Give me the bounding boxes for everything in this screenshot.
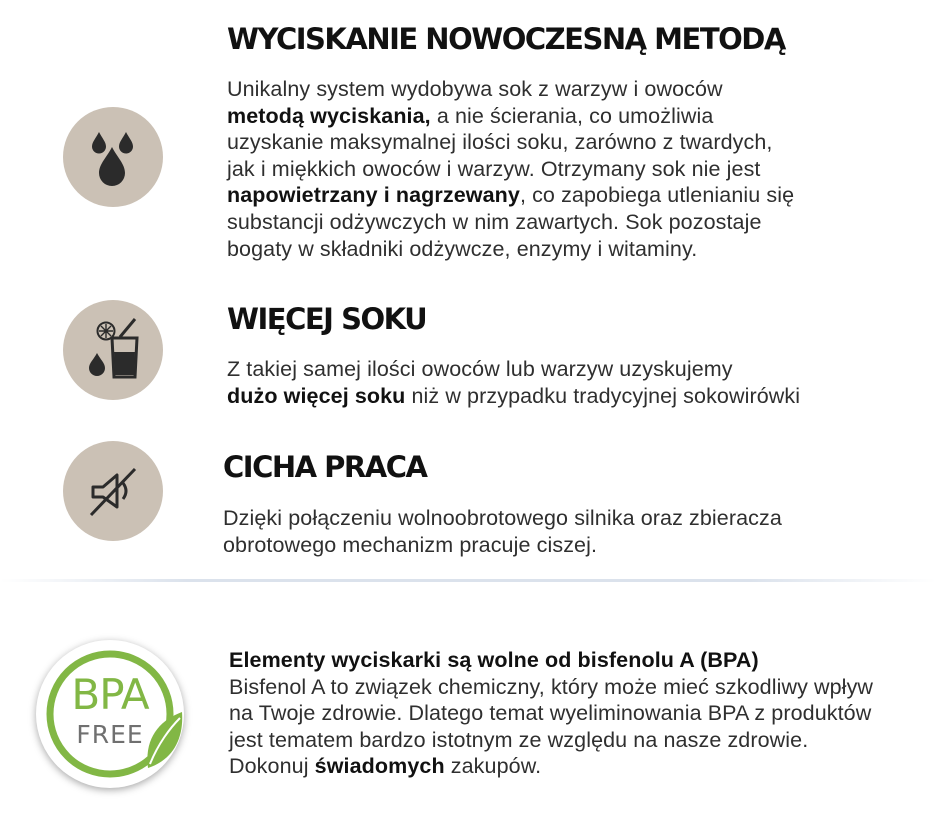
section-title-quiet: CICHA PRACA (223, 450, 427, 484)
bold-text: świadomych (314, 754, 445, 779)
text-line (227, 182, 794, 209)
text-segment: , co zapobiega utlenianiu się (519, 183, 795, 208)
text-line (227, 383, 800, 410)
bpa-badge-main-text: BPA (71, 670, 149, 719)
text-segment: Unikalny system wydobywa sok z warzyw i owoców (227, 77, 723, 101)
section-text-pressing (227, 76, 794, 262)
text-line (223, 505, 782, 532)
bold-text: metodą wyciskania, (227, 103, 431, 128)
text-line (227, 76, 794, 103)
text-segment: jak i miękkich owoców i warzyw. Otrzymany sok nie jest (227, 156, 761, 181)
quiet-mute-icon (63, 441, 163, 541)
section-title-more-juice: WIĘCEJ SOKU (227, 302, 427, 336)
text-segment: a nie ścierania, co umożliwia (430, 103, 714, 128)
text-line (227, 236, 794, 263)
bpa-badge-sub-text: FREE (76, 720, 144, 749)
text-line (227, 156, 794, 183)
bold-text: dużo więcej soku (227, 383, 406, 408)
text-line (229, 700, 873, 727)
section-text-more-juice (227, 356, 800, 409)
juice-glass-icon (63, 300, 163, 400)
text-segment: zakupów. (444, 754, 542, 779)
text-line (223, 532, 782, 559)
bpa-free-badge (36, 640, 184, 788)
bold-text: napowietrzany i nagrzewany (227, 183, 520, 208)
text-segment: Bisfenol A to związek chemiczny, który może mieć szkodliwy wpływ (229, 674, 874, 699)
juice-drops-icon (63, 107, 163, 207)
text-segment: niż w przypadku tradycyjnej sokowirówki (405, 383, 801, 408)
text-line (229, 753, 873, 780)
text-segment: na Twoje zdrowie. Dlatego temat wyeliminowania BPA z produktów (229, 701, 872, 726)
text-line (229, 727, 873, 754)
text-segment: Dzięki połączeniu wolnoobrotowego silnika oraz zbieracza (223, 506, 782, 530)
text-line (229, 674, 873, 701)
section-title-pressing: WYCISKANIE NOWOCZESNĄ METODĄ (227, 22, 785, 56)
text-line (227, 209, 794, 236)
text-segment: uzyskanie maksymalnej ilości soku, zarówno z twardych, (227, 130, 773, 155)
text-segment: substancji odżywczych w nim zawartych. Sok pozostaje (227, 209, 762, 234)
text-line (229, 647, 873, 674)
text-line (227, 356, 800, 383)
section-text-quiet (223, 505, 782, 558)
text-segment: Z takiej samej ilości owoców lub warzyw uzyskujemy (227, 357, 733, 381)
text-segment: bogaty w składniki odżywcze, enzymy i witaminy. (227, 236, 698, 261)
text-line (227, 129, 794, 156)
text-segment: jest tematem bardzo istotnym ze względu na nasze zdrowie. (229, 727, 809, 752)
bpa-info-text (229, 647, 873, 780)
text-segment: Dokonuj (229, 754, 315, 779)
bold-text: Elementy wyciskarki są wolne od bisfenolu A (BPA) (229, 648, 759, 672)
text-line (227, 103, 794, 130)
section-divider (0, 579, 936, 582)
text-segment: obrotowego mechanizm pracuje ciszej. (223, 532, 598, 557)
